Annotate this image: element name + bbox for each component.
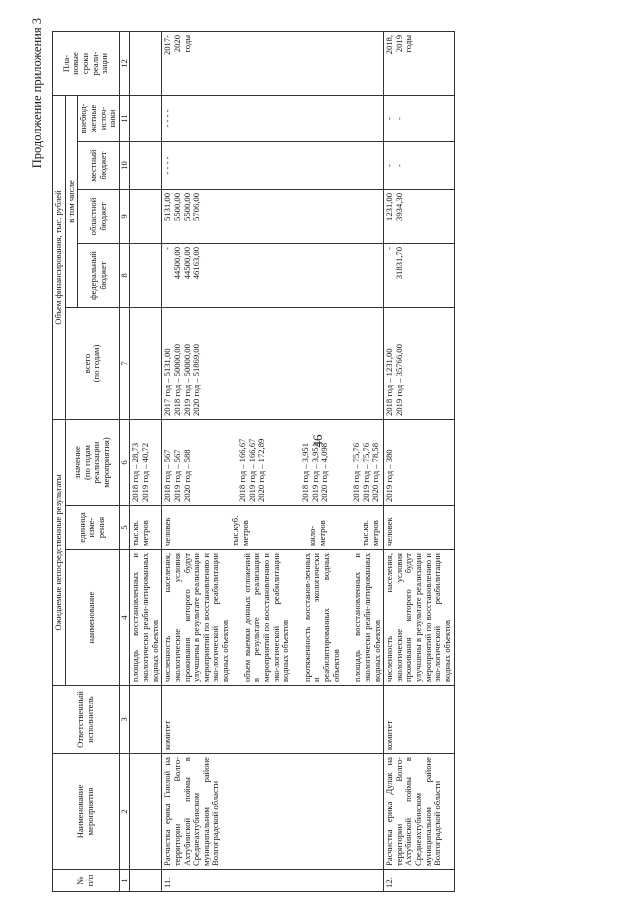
row-number: 12. — [384, 870, 454, 892]
result-unit: тыс.кв. метров — [360, 520, 380, 546]
col-header-planned: Пла- новые сроки реали- зации — [53, 32, 120, 96]
table-row — [162, 32, 384, 892]
measure-name: Расчистка ерика Гнилой на территории Волго-Ахтубинской поймы в Среднеахтубинском муниципальном районе Волгоградской области — [162, 754, 384, 870]
col-number: 4 — [119, 550, 130, 686]
col-header-measure: Наименование мероприятия — [53, 754, 120, 870]
col-number: 8 — [119, 244, 130, 308]
result-name: численность населения, экологические условия проживания которого будут улучшены в результате реализации мероприятий по восстановлению и эко-логической реабилитации водных объектов — [162, 553, 230, 682]
funding-regional: 1231,00 3934,30 — [384, 190, 454, 244]
col-header-executor: Ответственный исполнитель — [53, 686, 120, 754]
executor: комитет — [384, 686, 454, 754]
funding-local: - - — [384, 142, 454, 190]
result-value: 2018 год – 75,76 2019 год – 75,76 2020 год – 78,58 — [350, 443, 381, 502]
table-row — [384, 32, 454, 892]
col-header-total: всего (по годам) — [65, 308, 119, 420]
result-name: площадь восстановленных и экологически реаби-литированных водных объектов — [352, 553, 382, 682]
continuation-title: Продолжение приложения 3 — [30, 18, 44, 169]
col-header-funding: Объем финансирования, тыс. рублей — [53, 96, 66, 420]
executor: комитет — [162, 686, 384, 754]
planned-period: 2018, 2019 годы — [384, 32, 454, 96]
result-name: объем выемки донных отложений в результате реализации мероприятий по восстановлению и эко-логической реабилитации водных объектов — [241, 553, 291, 682]
col-header-unit: единица изме- рения — [65, 506, 119, 550]
funding-federal: - 44500,00 44500,00 46163,00 — [162, 244, 384, 308]
col-header-expected-results: Ожидаемые непосредственные результаты — [53, 420, 66, 686]
result-value: 2019 год – 380 — [384, 420, 454, 506]
result-name: численность населения, экологические условия проживания которого будут улучшены в результате реализации мероприятий по восстановлению и эко-логической реабилитации водных объектов — [384, 550, 454, 686]
funding-local: - - - - — [162, 142, 384, 190]
col-number: 5 — [119, 506, 130, 550]
page-number: 46 — [310, 434, 325, 448]
col-number: 2 — [119, 754, 130, 870]
table-row — [130, 32, 162, 892]
funding-total: 2018 год – 1231,00 2019 год – 35766,00 — [384, 308, 454, 420]
rotated-page — [30, 12, 610, 892]
result-names — [162, 550, 384, 686]
funding-extra: - - - - — [162, 96, 384, 142]
result-value: 2018 год – 3,951 2019 год – 3,951 2020 год – 4,098 — [300, 443, 330, 502]
col-header-extra: внебюд- жетные источ- ники — [78, 96, 120, 142]
funding-total: 2017 год – 5131,00 2018 год – 50000,00 2019 год – 50000,00 2020 год – 51869,00 — [162, 308, 384, 420]
col-number: 7 — [119, 308, 130, 420]
result-unit: кило-метров — [307, 520, 327, 546]
result-unit: тыс.кв. метров — [130, 506, 162, 550]
col-header-num: № п/п — [53, 870, 120, 892]
measure-name: Расчистка ерика Дулак на территории Волго-Ахтубинской поймы в Среднеахтубинском муниципальном районе Волгоградской области — [384, 754, 454, 870]
result-name: площадь восстановленных и экологически реаби-литированных водных объектов — [130, 550, 162, 686]
result-units — [162, 506, 384, 550]
funding-regional: 5131,00 5500,00 5500,00 5706,00 — [162, 190, 384, 244]
funding-extra: - - — [384, 96, 454, 142]
result-values — [162, 420, 384, 506]
planned-period: 2017- 2020 годы — [162, 32, 384, 96]
result-values: 2018 год – 28,73 2019 год – 40,72 — [130, 420, 162, 506]
col-number: 10 — [119, 142, 130, 190]
col-number: 6 — [119, 420, 130, 506]
col-number: 3 — [119, 686, 130, 754]
col-header-including: в том числе — [65, 96, 78, 308]
result-value: 2018 год – 567 2019 год – 567 2020 год – 588 — [162, 449, 192, 502]
col-header-federal: федеральный бюджет — [78, 244, 120, 308]
col-number: 9 — [119, 190, 130, 244]
col-number: 1 — [119, 870, 130, 892]
col-header-result-name: наименование — [65, 550, 119, 686]
result-unit: человек — [162, 517, 173, 546]
col-header-regional: областной бюджет — [78, 190, 120, 244]
col-number: 11 — [119, 96, 130, 142]
col-header-local: местный бюджет — [78, 142, 120, 190]
funding-federal: - 31831,70 — [384, 244, 454, 308]
row-number: 11. — [162, 870, 384, 892]
result-name: протяженность восстанов-ленных и экологически реабилитированных водных объектов — [301, 553, 341, 682]
result-unit: человек — [384, 506, 454, 550]
col-header-value: значение (по годам реализации мероприятия) — [65, 420, 119, 506]
program-table — [52, 31, 455, 892]
result-value: 2018 год – 166,67 2019 год – 166,67 2020 год – 172,89 — [237, 438, 267, 502]
result-unit: тыс.куб. метров — [229, 515, 250, 546]
col-number: 12 — [119, 32, 130, 96]
